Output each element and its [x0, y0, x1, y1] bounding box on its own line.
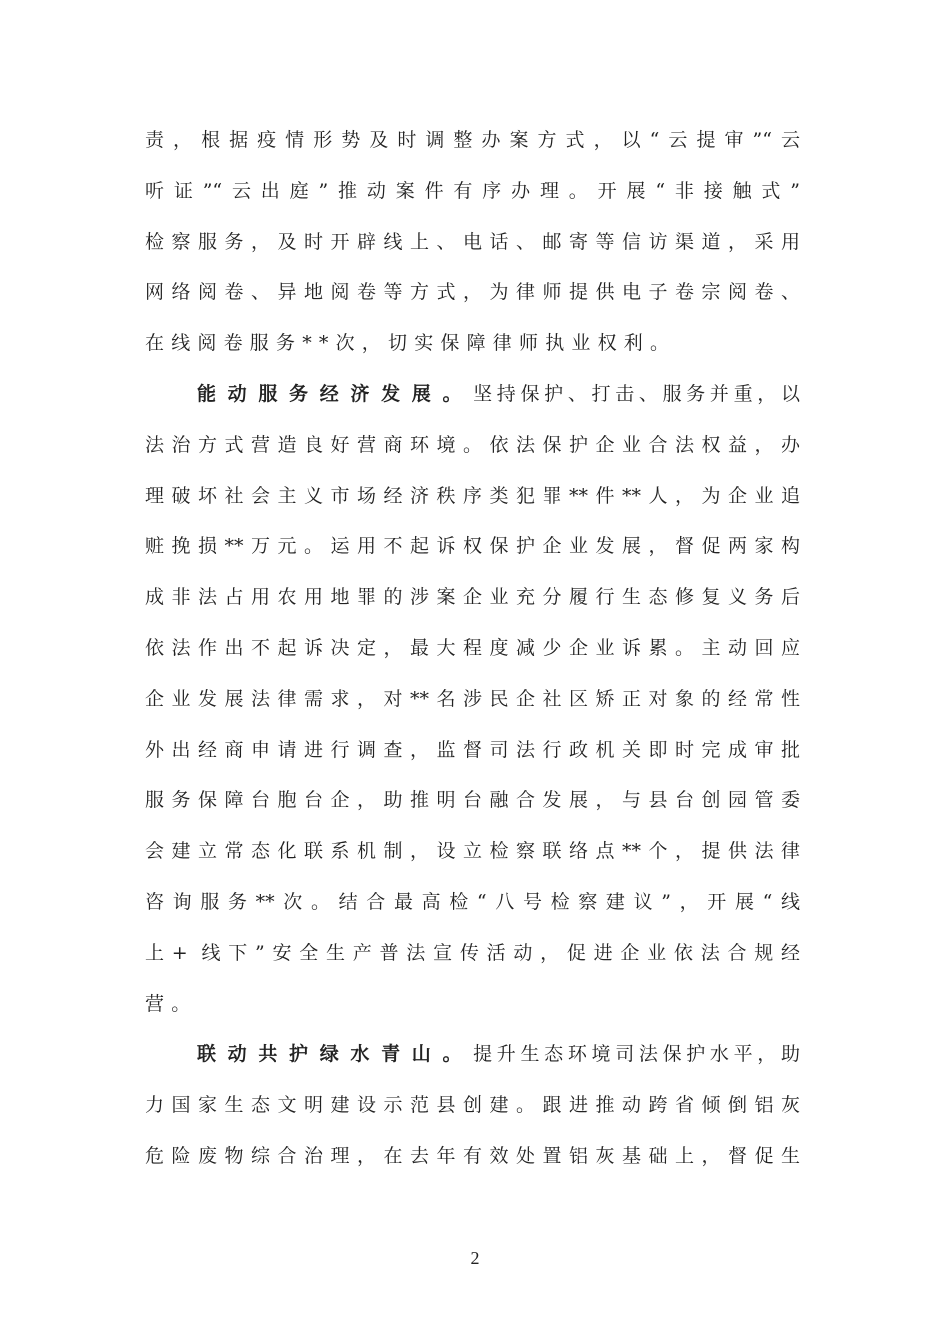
paragraph-2 — [145, 376, 800, 1036]
paragraph-heading: 联动共护绿水青山。 — [197, 1043, 474, 1066]
text-line — [145, 376, 800, 427]
text-line — [145, 1036, 800, 1087]
text-line: 责，根据疫情形势及时调整办案方式，以“云提审”“云 — [145, 129, 800, 151]
text-line: 外出经商申请进行调查，监督司法行政机关即时完成审批 — [145, 738, 800, 761]
text-line: 服务保障台胞台企，助推明台融合发展，与县台创园管委 — [145, 789, 800, 812]
text-line: 理破坏社会主义市场经济秩序类犯罪**件**人，为企业追 — [145, 484, 800, 507]
text-line: 听证”“云出庭”推动案件有序办理。开展“非接触式” — [145, 179, 800, 202]
text-line: 依法作出不起诉决定，最大程度减少企业诉累。主动回应 — [145, 636, 800, 659]
text-line: 网络阅卷、异地阅卷等方式，为律师提供电子卷宗阅卷、 — [145, 281, 800, 304]
paragraph-text: 提升生态环境司法保护水平，助 — [473, 1043, 800, 1066]
text-line: 营。 — [145, 992, 198, 1015]
page-number: 2 — [470, 1248, 480, 1268]
text-line: 在线阅卷服务**次，切实保障律师执业权利。 — [145, 332, 677, 355]
paragraph-text: 坚持保护、打击、服务并重，以 — [473, 382, 800, 405]
text-line: 法治方式营造良好营商环境。依法保护企业合法权益，办 — [145, 433, 800, 456]
text-line: 力国家生态文明建设示范县创建。跟进推动跨省倾倒铝灰 — [145, 1094, 800, 1117]
paragraph-heading: 能动服务经济发展。 — [197, 382, 474, 405]
text-line: 危险废物综合治理，在去年有效处置铝灰基础上，督促生 — [145, 1144, 800, 1167]
paragraph-3 — [145, 1036, 800, 1188]
text-line: 咨询服务**次。结合最高检“八号检察建议”，开展“线 — [145, 890, 800, 913]
text-line: 上+ 线下”安全生产普法宣传活动，促进企业依法合规经 — [145, 941, 800, 964]
text-line: 会建立常态化联系机制，设立检察联络点**个，提供法律 — [145, 840, 800, 863]
text-line: 检察服务，及时开辟线上、电话、邮寄等信访渠道，采用 — [145, 230, 800, 253]
document-body — [145, 122, 800, 1189]
text-line: 成非法占用农用地罪的涉案企业充分履行生态修复义务后 — [145, 586, 800, 609]
text-line: 赃挽损**万元。运用不起诉权保护企业发展，督促两家构 — [145, 535, 800, 558]
text-line: 企业发展法律需求，对**名涉民企社区矫正对象的经常性 — [145, 687, 800, 710]
paragraph-1 — [145, 122, 800, 376]
